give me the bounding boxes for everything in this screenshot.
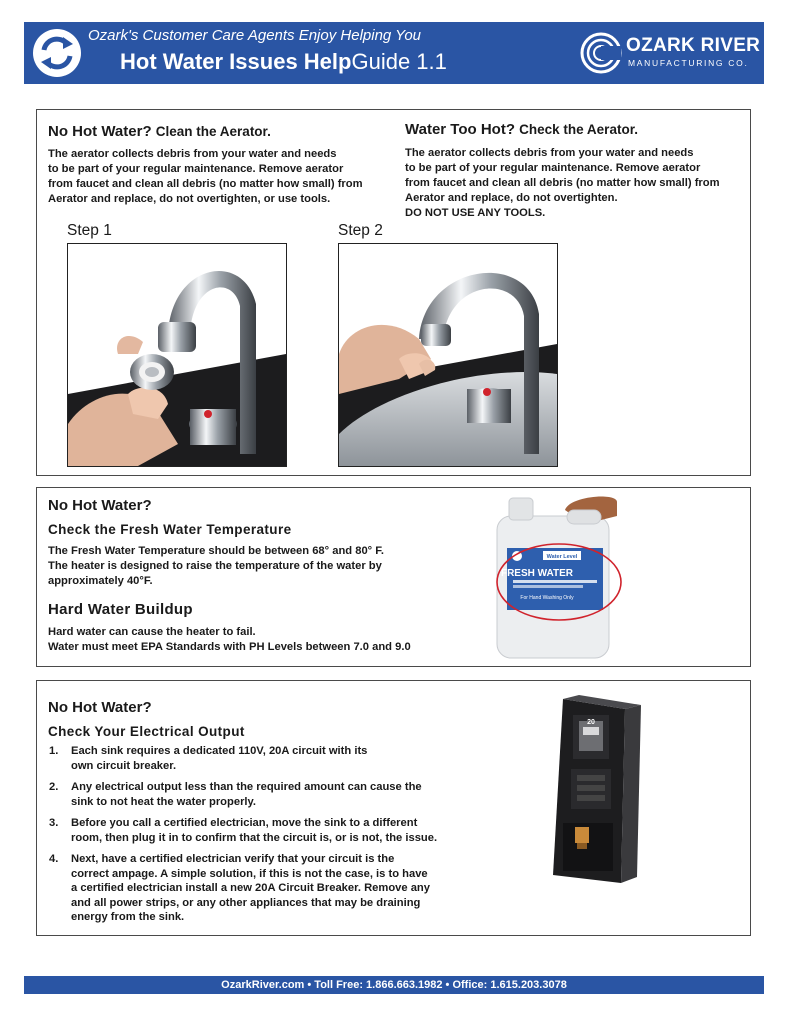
brand-name: OZARK RIVER xyxy=(626,35,761,56)
faucet-reinstall-aerator-illustration xyxy=(339,244,557,466)
electrical-heading: No Hot Water? xyxy=(48,699,152,716)
list-number: 2. xyxy=(49,781,59,793)
footer-contact-bar: OzarkRiver.com • Toll Free: 1.866.663.1982 • Office: 1.615.203.3078 xyxy=(24,976,764,994)
aerator-right-heading-big: Water Too Hot? xyxy=(405,121,515,138)
header-banner xyxy=(24,22,764,84)
aerator-left-heading-big: No Hot Water? xyxy=(48,123,152,140)
circuit-breaker-image xyxy=(533,693,651,889)
header-tagline: Ozark's Customer Care Agents Enjoy Helping You xyxy=(88,27,422,44)
list-line: a certified electrician install a new 20A Circuit Breaker. Remove any xyxy=(71,882,430,894)
circuit-breaker-illustration xyxy=(533,693,651,889)
aerator-right-body xyxy=(405,146,745,221)
list-line: Next, have a certified electrician verify that your circuit is the xyxy=(71,853,395,865)
list-line: Each sink requires a dedicated 110V, 20A circuit with its xyxy=(71,745,368,757)
hard-water-line: Hard water can cause the heater to fail. xyxy=(48,626,256,638)
breaker-rating: 20 xyxy=(587,719,595,726)
list-number: 4. xyxy=(49,853,59,865)
list-item xyxy=(49,852,459,925)
list-line: and all power strips, or any other appliances that may be draining xyxy=(71,896,421,909)
step-2-label: Step 2 xyxy=(338,222,383,239)
list-line: correct ampage. A simple solution, if this is not the case, is to have xyxy=(71,867,428,880)
list-line: energy from the sink. xyxy=(71,911,185,923)
list-item xyxy=(49,816,459,845)
aerator-right-heading-small: Check the Aerator. xyxy=(519,122,638,137)
temperature-body xyxy=(48,544,468,589)
step-1-label: Step 1 xyxy=(67,222,112,239)
step-1-photo xyxy=(67,243,287,467)
list-number: 1. xyxy=(49,745,59,757)
step-2-photo xyxy=(338,243,558,467)
swirl-logo-icon xyxy=(580,32,622,74)
list-line: sink to not heat the water properly. xyxy=(71,795,257,808)
electrical-section xyxy=(36,680,751,936)
electrical-subheading: Check Your Electrical Output xyxy=(48,724,245,739)
aerator-left-heading-small: Clean the Aerator. xyxy=(155,124,271,139)
temperature-line: The heater is designed to raise the temperature of the water by xyxy=(48,560,382,572)
hard-water-heading: Hard Water Buildup xyxy=(48,601,193,618)
electrical-steps-list xyxy=(49,744,459,932)
list-line: Before you call a certified electrician, move the sink to a different xyxy=(71,817,418,829)
jug-note-label: For Hand Washing Only xyxy=(520,595,574,601)
aerator-section xyxy=(36,109,751,476)
aerator-right-line: Aerator and replace, do not overtighten. xyxy=(405,192,618,204)
list-line: Any electrical output less than the required amount can cause the xyxy=(71,781,422,793)
list-line: own circuit breaker. xyxy=(71,759,177,772)
aerator-left-body xyxy=(48,147,393,207)
temperature-line: The Fresh Water Temperature should be between 68° and 80° F. xyxy=(48,545,384,557)
temperature-heading: No Hot Water? xyxy=(48,497,152,514)
title-light: Guide 1.1 xyxy=(351,49,447,74)
faucet-remove-aerator-illustration xyxy=(68,244,286,466)
jug-fresh-water-label: FRESH WATER xyxy=(500,568,574,579)
hard-water-line: Water must meet EPA Standards with PH Levels between 7.0 and 9.0 xyxy=(48,641,411,653)
aerator-right-line: DO NOT USE ANY TOOLS. xyxy=(405,207,546,219)
list-line: room, then plug it in to confirm that the circuit is, or is not, the issue. xyxy=(71,831,438,844)
list-number: 3. xyxy=(49,817,59,829)
aerator-left-heading xyxy=(48,123,271,140)
water-jug-illustration xyxy=(467,490,637,662)
list-item xyxy=(49,744,459,773)
aerator-left-line: from faucet and clean all debris (no matter how small) from xyxy=(48,178,363,190)
temperature-subheading: Check the Fresh Water Temperature xyxy=(48,522,292,537)
aerator-right-line: to be part of your regular maintenance. Remove aerator xyxy=(405,162,701,174)
page-title xyxy=(120,49,447,75)
aerator-left-line: Aerator and replace, do not overtighten, or use tools. xyxy=(48,193,331,205)
aerator-left-line: to be part of your regular maintenance. Remove aerator xyxy=(48,163,344,175)
title-bold: Hot Water Issues Help xyxy=(120,49,352,74)
refresh-icon xyxy=(32,28,82,78)
hard-water-body xyxy=(48,625,478,655)
aerator-right-line: The aerator collects debris from your water and needs xyxy=(405,147,694,159)
temperature-line: approximately 40°F. xyxy=(48,575,153,587)
brand-logo xyxy=(580,30,761,76)
aerator-left-line: The aerator collects debris from your water and needs xyxy=(48,148,337,160)
aerator-right-heading xyxy=(405,121,638,138)
temperature-section xyxy=(36,487,751,667)
jug-level-label: Water Level xyxy=(546,554,578,560)
water-jug-image xyxy=(467,490,637,662)
aerator-right-line: from faucet and clean all debris (no matter how small) from xyxy=(405,177,720,189)
list-item xyxy=(49,780,459,809)
brand-subtitle: MANUFACTURING CO. xyxy=(628,58,749,68)
